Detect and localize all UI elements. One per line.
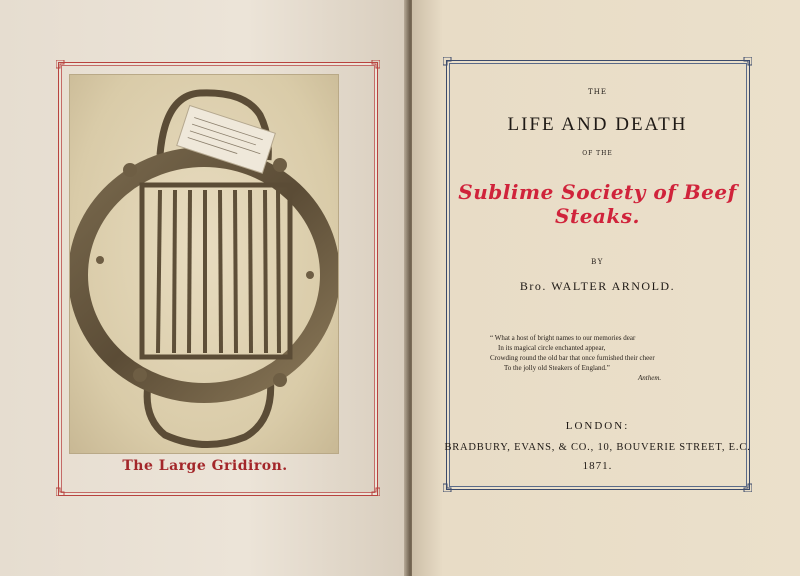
corner-ornament-icon — [368, 60, 380, 72]
title-the: THE — [588, 88, 607, 96]
society-name: Sublime Society of Beef Steaks. — [458, 180, 737, 228]
corner-ornament-icon — [443, 57, 455, 69]
epigraph-attribution: Anthem. — [638, 374, 662, 382]
epigraph-line: “ What a host of bright names to our memories dear — [490, 334, 636, 342]
corner-ornament-icon — [443, 480, 455, 492]
author-name: Bro. WALTER ARNOLD. — [519, 279, 676, 293]
title-by: BY — [591, 258, 604, 266]
epigraph — [490, 333, 730, 383]
book-title: LIFE AND DEATH — [507, 114, 688, 135]
imprint-year: 1871. — [582, 460, 613, 472]
epigraph-line: To the jolly old Steakers of England.” — [504, 364, 610, 372]
corner-ornament-icon — [56, 60, 68, 72]
corner-ornament-icon — [56, 484, 68, 496]
corner-ornament-icon — [368, 484, 380, 496]
gridiron-photograph — [70, 75, 338, 453]
title-of-the: OF THE — [582, 150, 613, 157]
epigraph-line: Crowding round the old bar that once furnished their cheer — [490, 354, 655, 362]
gridiron-icon — [70, 75, 338, 453]
imprint-city: LONDON: — [565, 420, 630, 432]
corner-ornament-icon — [740, 480, 752, 492]
epigraph-line: In its magical circle enchanted appear, — [498, 344, 606, 352]
imprint-publisher: BRADBURY, EVANS, & CO., 10, BOUVERIE STREET, E.C. — [444, 442, 751, 453]
corner-ornament-icon — [740, 57, 752, 69]
frontispiece-caption: The Large Gridiron. — [122, 458, 288, 474]
